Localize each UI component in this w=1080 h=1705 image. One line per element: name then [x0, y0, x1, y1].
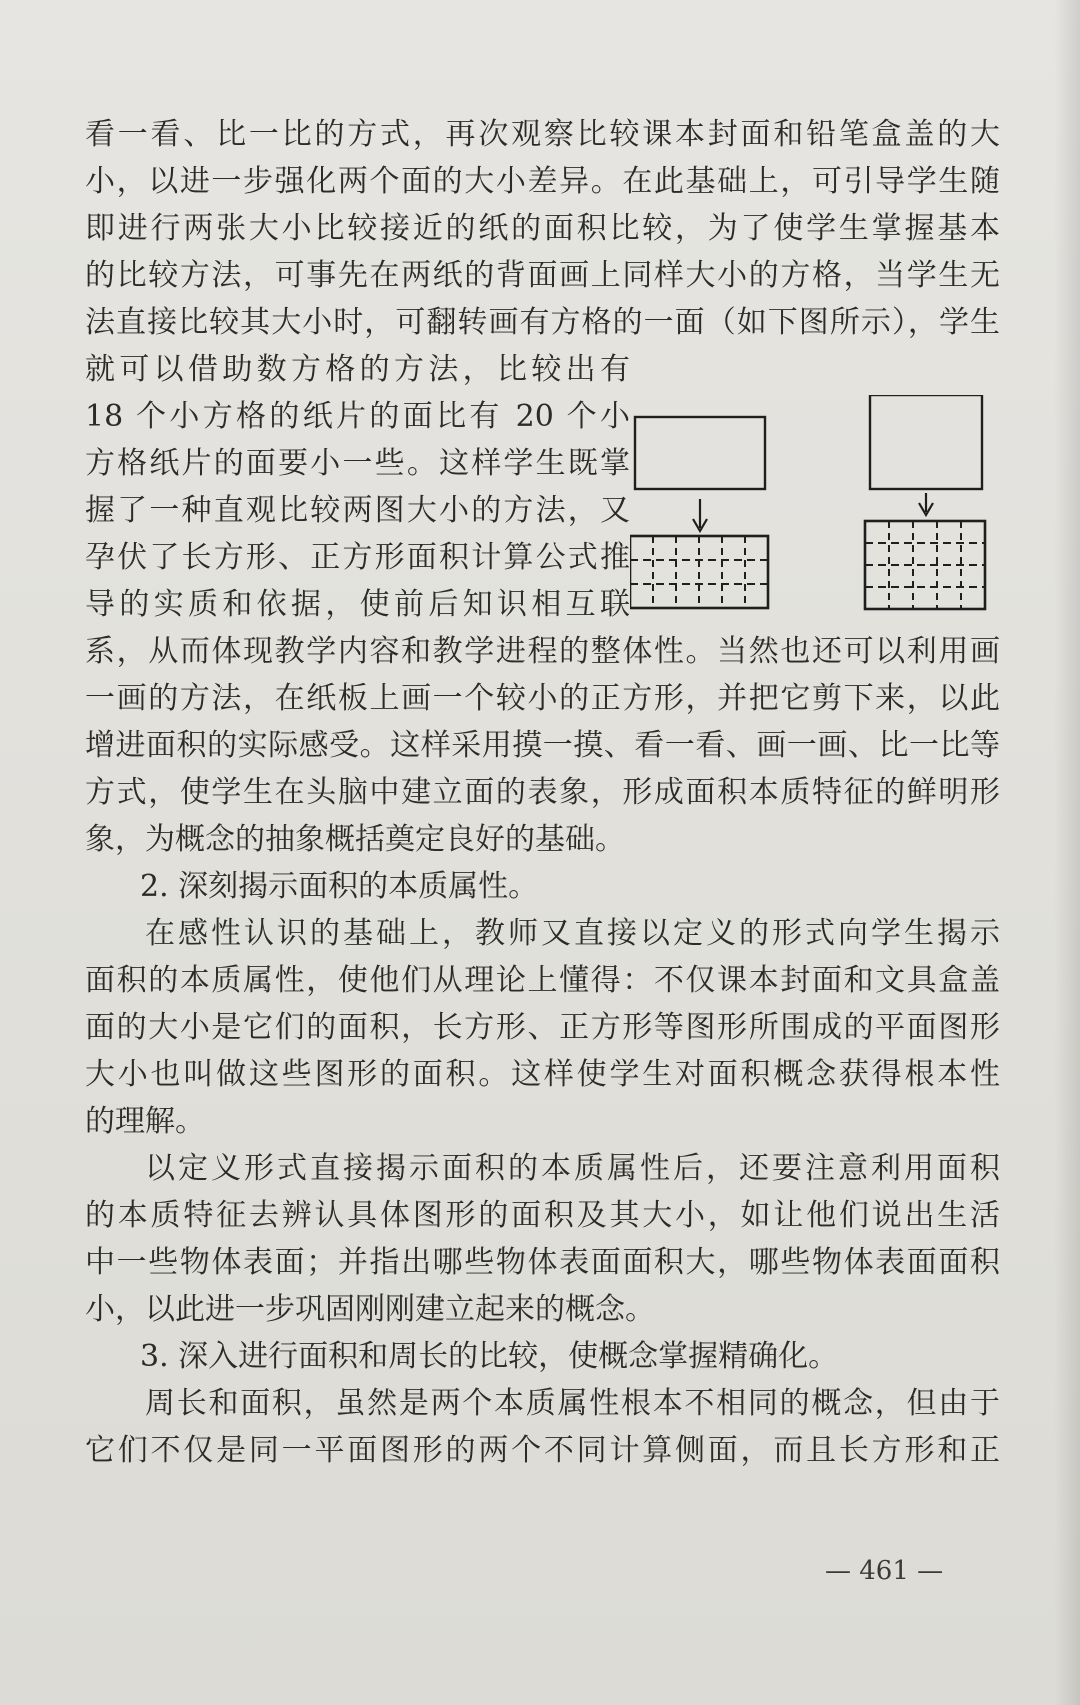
- text-line: 法直接比较其大小时，可翻转画有方格的一面（如下图所示），学生: [85, 305, 1000, 340]
- text-line: 它们不仅是同一平面图形的两个不同计算侧面，而且长方形和正: [85, 1433, 1000, 1468]
- text-line: 面积的本质属性，使他们从理论上懂得：不仅课本封面和文具盒盖: [85, 963, 1000, 998]
- left-paper-group: [630, 417, 768, 608]
- text-line: 方式，使学生在头脑中建立面的表象，形成面积本质特征的鲜明形: [85, 775, 1000, 810]
- text-line: 方格纸片的面要小一些。这样学生既掌: [85, 446, 630, 481]
- section-heading: 3. 深入进行面积和周长的比较，使概念掌握精确化。: [140, 1339, 839, 1374]
- text-line: 小，以进一步强化两个面的大小差异。在此基础上，可引导学生随: [85, 164, 1000, 199]
- grid-comparison-figure: [630, 395, 1000, 635]
- text-line: 的理解。: [85, 1104, 205, 1139]
- text-line: 大小也叫做这些图形的面积。这样使学生对面积概念获得根本性: [85, 1057, 1000, 1092]
- right-grid-20: [865, 521, 985, 609]
- text-line: 看一看、比一比的方式，再次观察比较课本封面和铅笔盒盖的大: [85, 117, 1000, 152]
- text-line: 系，从而体现教学内容和教学进程的整体性。当然也还可以利用画: [85, 634, 1000, 669]
- right-paper-group: [865, 395, 985, 609]
- text-line: 中一些物体表面；并指出哪些物体表面面积大，哪些物体表面面积: [85, 1245, 1000, 1280]
- text-line: 18 个小方格的纸片的面比有 20 个小: [85, 399, 630, 434]
- page-number: — 461 —: [825, 1556, 944, 1586]
- text-line: 一画的方法，在纸板上画一个较小的正方形，并把它剪下来，以此: [85, 681, 1000, 716]
- right-paper-outline: [870, 395, 982, 489]
- text-line: 握了一种直观比较两图大小的方法，又: [85, 493, 630, 528]
- text-line: 面的大小是它们的面积，长方形、正方形等图形所围成的平面图形: [85, 1010, 1000, 1045]
- text-line: 导的实质和依据，使前后知识相互联: [85, 587, 630, 622]
- text-line: 的本质特征去辨认具体图形的面积及其大小，如让他们说出生活: [85, 1198, 1000, 1233]
- text-line: 象，为概念的抽象概括奠定良好的基础。: [85, 822, 625, 857]
- text-line: 以定义形式直接揭示面积的本质属性后，还要注意利用面积: [145, 1151, 1000, 1186]
- text-line: 的比较方法，可事先在两纸的背面画上同样大小的方格，当学生无: [85, 258, 1000, 293]
- text-line: 孕伏了长方形、正方形面积计算公式推: [85, 540, 630, 575]
- text-line: 即进行两张大小比较接近的纸的面积比较，为了使学生掌握基本: [85, 211, 1000, 246]
- text-line: 增进面积的实际感受。这样采用摸一摸、看一看、画一画、比一比等: [85, 728, 1000, 763]
- page-edge-shadow: [1054, 0, 1080, 1705]
- section-heading: 2. 深刻揭示面积的本质属性。: [140, 869, 539, 904]
- text-line: 周长和面积，虽然是两个本质属性根本不相同的概念，但由于: [145, 1386, 1000, 1421]
- text-line: 小，以此进一步巩固刚刚建立起来的概念。: [85, 1292, 655, 1327]
- text-line: 就可以借助数方格的方法，比较出有: [85, 352, 630, 387]
- text-line: 在感性认识的基础上，教师又直接以定义的形式向学生揭示: [145, 916, 1000, 951]
- left-grid-18: [630, 536, 768, 608]
- left-paper-outline: [635, 417, 765, 489]
